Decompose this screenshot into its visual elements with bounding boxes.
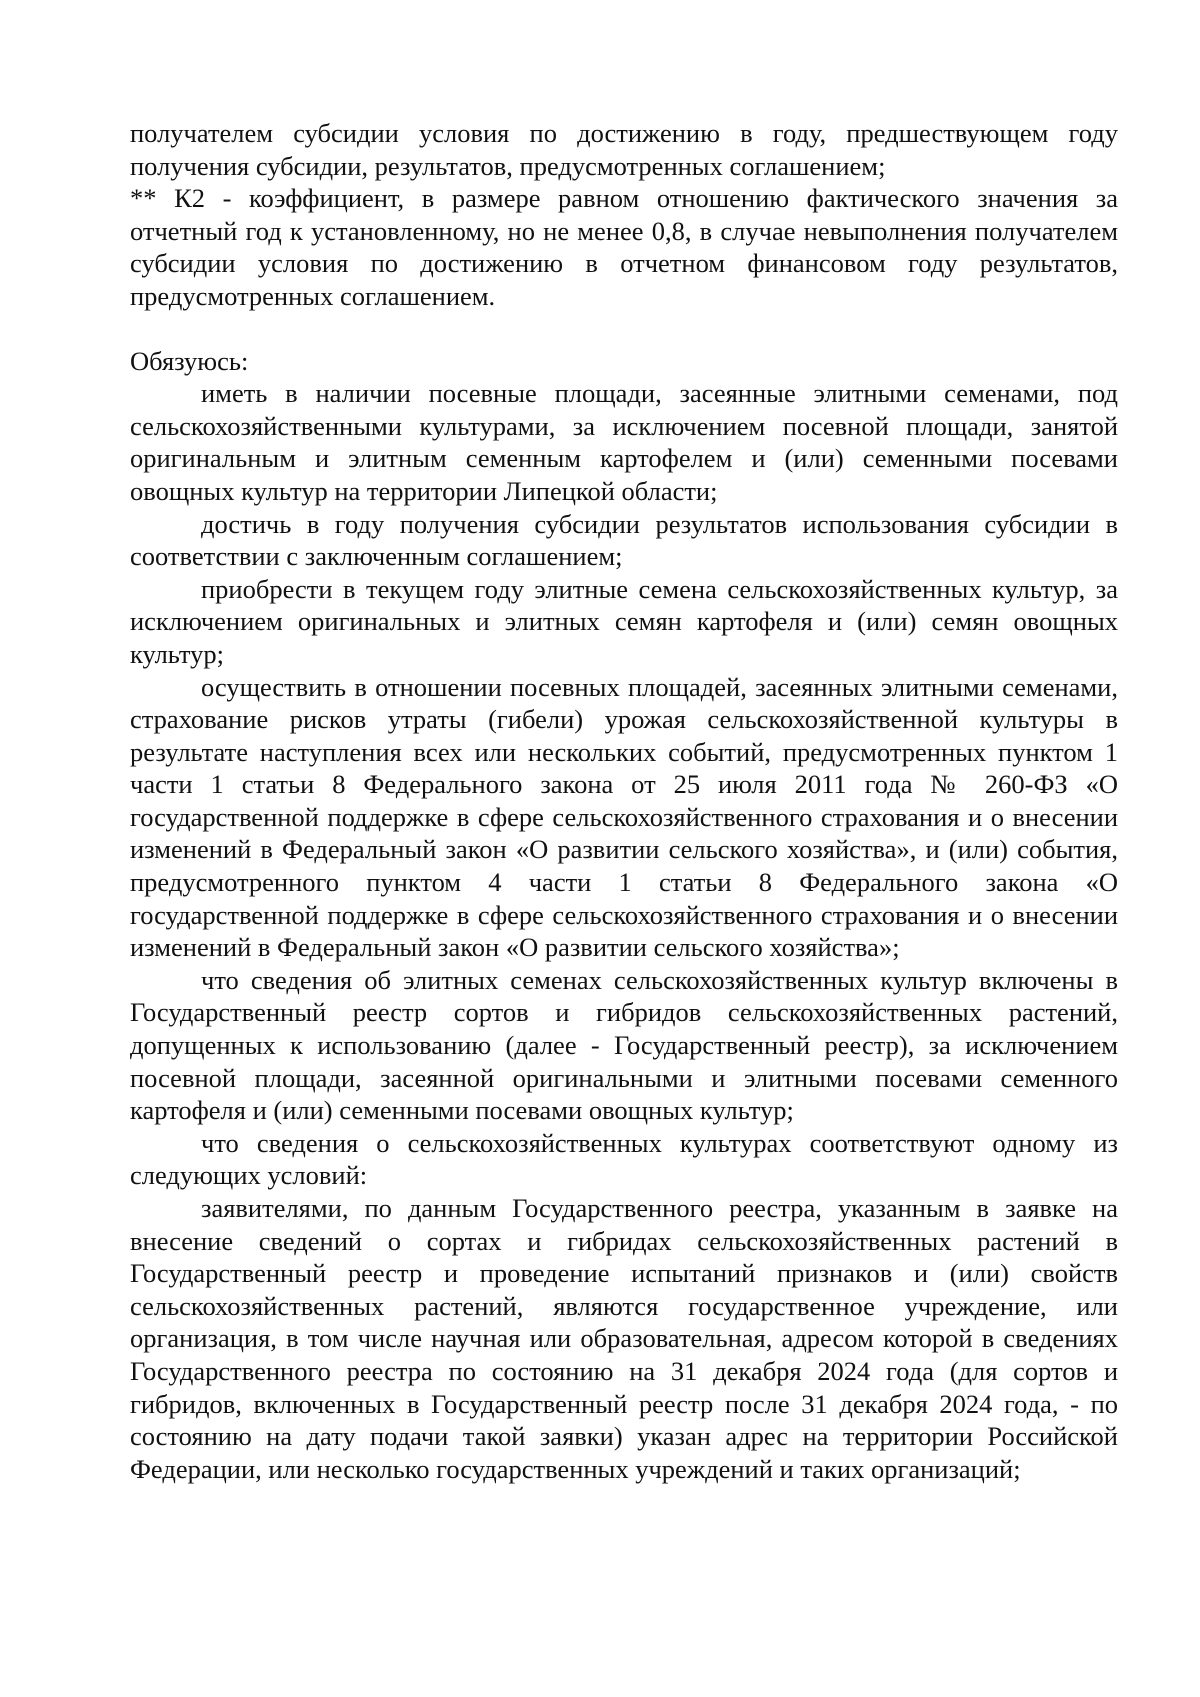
obligation-item-conditions: что сведения о сельскохозяйственных культурах соответствуют одному из следующих условий: bbox=[130, 1127, 1118, 1191]
paragraph-k2-definition: ** К2 - коэффициент, в размере равном отношению фактического значения за отчетный год к установленному, но не менее 0,8, в случае невыполнения получателем субсидии условия по достижению в отчетном финансовом году результатов, предусмотренных соглашением. bbox=[130, 183, 1118, 311]
obligation-item-sown-areas: иметь в наличии посевные площади, засеянные элитными семенами, под сельскохозяйственными культурами, за исключением посевной площади, занятой оригинальным и элитным семенным картофелем и (или) семенными посевами овощных культур на территории Липецкой области; bbox=[130, 378, 1118, 506]
obligation-item-state-register: что сведения об элитных семенах сельскохозяйственных культур включены в Государственный реестр сортов и гибридов сельскохозяйственных растений, допущенных к использованию (далее - Государственный реестр), за исключением посевной площади, засеянной оригинальными и элитными посевами семенного картофеля и (или) семенными посевами овощных культур; bbox=[130, 964, 1118, 1126]
obligation-item-purchase-seeds: приобрести в текущем году элитные семена сельскохозяйственных культур, за исключением оригинальных и элитных семян картофеля и (или) семян овощных культур; bbox=[130, 573, 1118, 669]
paragraph-spacer bbox=[130, 313, 1118, 345]
paragraph-k1-continuation: получателем субсидии условия по достижению в году, предшествующем году получения субсидии, результатов, предусмотренных соглашением; bbox=[130, 118, 1118, 181]
obligation-item-results: достичь в году получения субсидии результатов использования субсидии в соответствии с заключенным соглашением; bbox=[130, 508, 1118, 572]
document-page bbox=[130, 117, 1118, 1485]
obligation-item-applicants: заявителями, по данным Государственного реестра, указанным в заявке на внесение сведений о сортах и гибридах сельскохозяйственных растений в Государственный реестр и проведение испытаний признаков и (или) свойств сельскохозяйственных растений, являются государственное учреждение, или организация, в том числе научная или образовательная, адресом которой в сведениях Государственного реестра по состоянию на 31 декабря 2024 года (для сортов и гибридов, включенных в Государственный реестр после 31 декабря 2024 года, - по состоянию на дату подачи такой заявки) указан адрес на территории Российской Федерации, или несколько государственных учреждений и таких организаций; bbox=[130, 1193, 1118, 1484]
obligation-heading: Обязуюсь: bbox=[130, 345, 249, 376]
obligation-item-insurance: осуществить в отношении посевных площадей, засеянных элитными семенами, страхование рисков утраты (гибели) урожая сельскохозяйственной культуры в результате наступления всех или нескольких событий, предусмотренных пунктом 1 части 1 статьи 8 Федерального закона от 25 июля 2011 года № 260-ФЗ «О государственной поддержке в сфере сельскохозяйственного страхования и о внесении изменений в Федеральный закон «О развитии сельского хозяйства», и (или) события, предусмотренного пунктом 4 части 1 статьи 8 Федерального закона «О государственной поддержке в сфере сельскохозяйственного страхования и о внесении изменений в Федеральный закон «О развитии сельского хозяйства»; bbox=[130, 671, 1118, 963]
